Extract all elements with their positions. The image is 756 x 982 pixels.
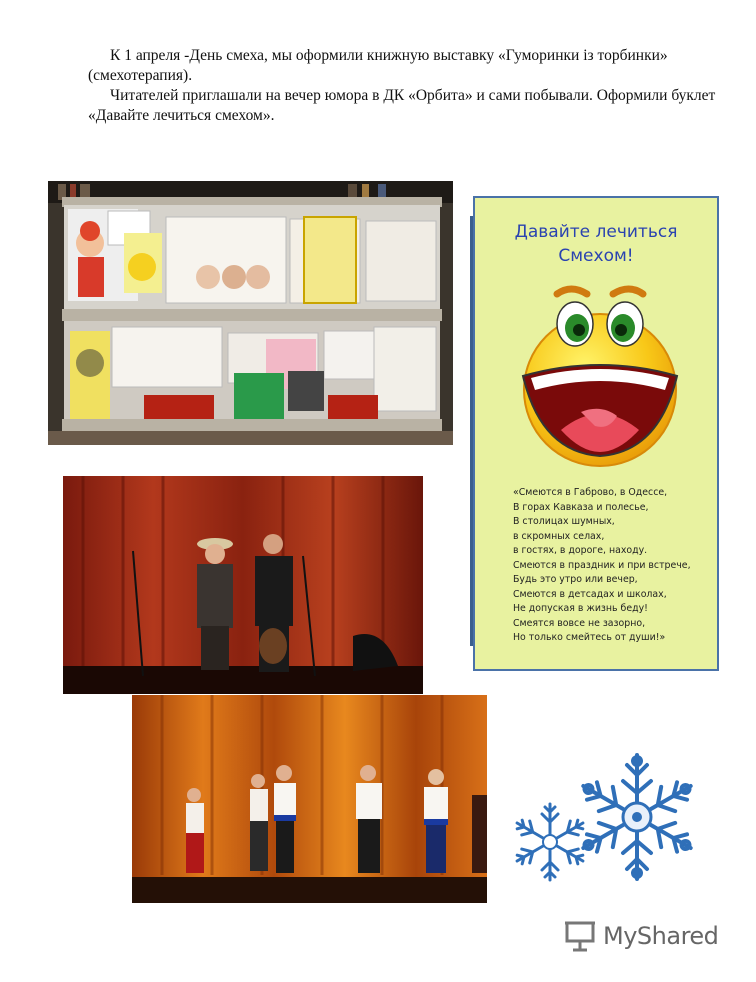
presentation-board-icon bbox=[563, 920, 597, 952]
poem-line: «Смеются в Габрово, в Одессе, bbox=[513, 487, 668, 498]
booklet-title-line-1: Давайте лечиться bbox=[514, 222, 678, 242]
poem-line: В горах Кавказа и полесье, bbox=[513, 501, 649, 513]
poem-line: Смеятся вовсе не зазорно, bbox=[513, 617, 646, 629]
intro-paragraph-2: Читателей приглашали на вечер юмора в ДК «Орбита» и сами побывали. Оформили буклет «Давайте лечиться смехом». bbox=[88, 87, 716, 124]
large-snowflake-icon bbox=[578, 750, 696, 889]
poem-line: Смеются в детсадах и школах, bbox=[513, 588, 667, 600]
poem-line: Смеются в праздник и при встрече, bbox=[513, 559, 691, 571]
myshared-watermark bbox=[563, 918, 718, 954]
booklet-title-line-2: Смехом! bbox=[558, 246, 634, 266]
stage-performance-photo-2 bbox=[132, 695, 487, 903]
poem-line: в гостях, в дороге, находу. bbox=[513, 545, 648, 556]
poem-line: В столицах шумных, bbox=[513, 516, 615, 527]
stage-performance-photo-1 bbox=[63, 476, 423, 694]
poem-line: Будь это утро или вечер, bbox=[513, 574, 638, 585]
laughing-smiley-icon bbox=[509, 280, 691, 470]
intro-text bbox=[88, 46, 728, 126]
intro-paragraph-1: К 1 апреля -День смеха, мы оформили книжную выставку «Гуморинки із торбинки» (смехотерапия). bbox=[88, 47, 668, 84]
poem-line: Но только смейтесь от души!» bbox=[513, 632, 666, 643]
poem-line: Не допуская в жизнь беду! bbox=[513, 603, 648, 614]
watermark-text: MyShared bbox=[603, 922, 719, 950]
book-exhibition-photo bbox=[48, 181, 453, 445]
booklet-title bbox=[475, 220, 717, 268]
booklet-cover bbox=[473, 196, 719, 671]
poem-line: в скромных селах, bbox=[513, 530, 605, 542]
small-snowflake-icon bbox=[514, 800, 586, 889]
booklet-poem bbox=[513, 486, 718, 646]
